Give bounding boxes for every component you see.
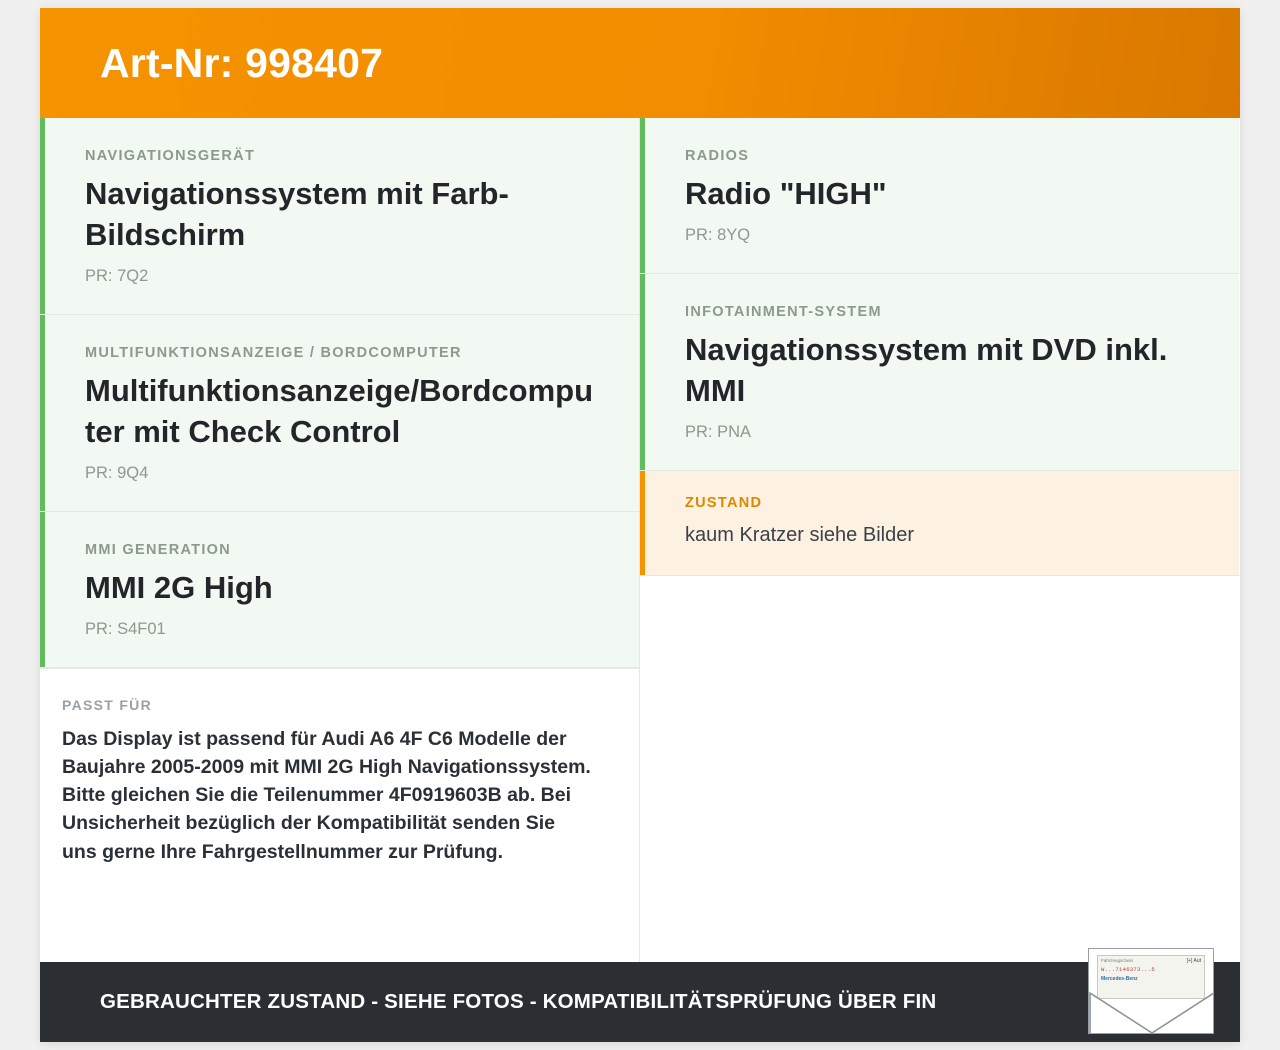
spec-label: RADIOS xyxy=(685,148,750,164)
spec-label: MMI GENERATION xyxy=(85,541,232,558)
letter-line-2: W...7146373...5 xyxy=(1101,966,1156,974)
spec-value: Radio "HIGH" xyxy=(685,176,887,211)
spec-value: Navigationssystem mit DVD inkl. MMI xyxy=(685,331,1168,408)
spec-row-zustand xyxy=(640,471,1239,576)
right-column-filler xyxy=(640,576,1239,962)
footer-notice: GEBRAUCHTER ZUSTAND - SIEHE FOTOS - KOMPATIBILITÄTSPRÜFUNG ÜBER FIN xyxy=(100,990,937,1013)
spec-row-mmi-generation xyxy=(40,512,639,668)
letter-stamp: [+] Aut xyxy=(1186,958,1201,964)
right-column xyxy=(640,118,1239,962)
card-header xyxy=(40,8,1240,118)
spec-pr-code: PR: PNA xyxy=(685,422,752,441)
letter-line-1: Fahrzeugschein xyxy=(1101,958,1134,963)
spec-value: MMI 2G High xyxy=(85,569,273,605)
spec-label: INFOTAINMENT-SYSTEM xyxy=(685,303,882,320)
letter-line-3: Mercedes-Benz xyxy=(1101,976,1138,983)
card-body xyxy=(40,118,1240,962)
spec-row-infotainment-system xyxy=(640,274,1239,471)
condition-label: ZUSTAND xyxy=(685,494,763,511)
page-title: Art-Nr: 998407 xyxy=(100,39,384,86)
spec-pr-code: PR: 7Q2 xyxy=(85,266,149,285)
spec-value: Multifunktionsanzeige/Bordcomputer mit Check Control xyxy=(85,372,594,449)
spec-value: Navigationssystem mit Farb-Bildschirm xyxy=(85,176,509,252)
spec-label: MULTIFUNKTIONSANZEIGE / BORDCOMPUTER xyxy=(85,344,462,361)
spec-pr-code: PR: 9Q4 xyxy=(85,463,149,482)
envelope-icon xyxy=(1088,948,1214,1034)
spec-row-radios xyxy=(640,118,1239,274)
spec-pr-code: PR: 8YQ xyxy=(685,225,751,244)
left-column-filler xyxy=(40,890,639,962)
spec-row-multifunktionsanzeige xyxy=(40,315,639,512)
condition-value: kaum Kratzer siehe Bilder xyxy=(685,523,914,546)
left-column xyxy=(40,118,640,962)
spec-label: NAVIGATIONSGERÄT xyxy=(85,148,256,164)
product-info-card xyxy=(40,8,1240,1042)
spec-row-navigationsgeraet xyxy=(40,118,639,315)
fits-for-label: PASST FÜR xyxy=(62,696,152,713)
envelope-shape-icon xyxy=(1089,949,1214,1034)
card-footer xyxy=(40,958,1240,1042)
fits-for-block xyxy=(40,668,639,890)
fits-for-text: Das Display ist passend für Audi A6 4F C6 Modelle der Baujahre 2005-2009 mit MMI 2G High Navigationssystem. Bitte gleichen Sie die Teilenummer 4F0919603B ab. Bei Unsicherheit bezüglich der Kompatibilität senden Sie uns gerne Ihre Fahrgestellnummer zur Prüfung. xyxy=(62,727,591,863)
spec-pr-code: PR: S4F01 xyxy=(85,619,166,638)
